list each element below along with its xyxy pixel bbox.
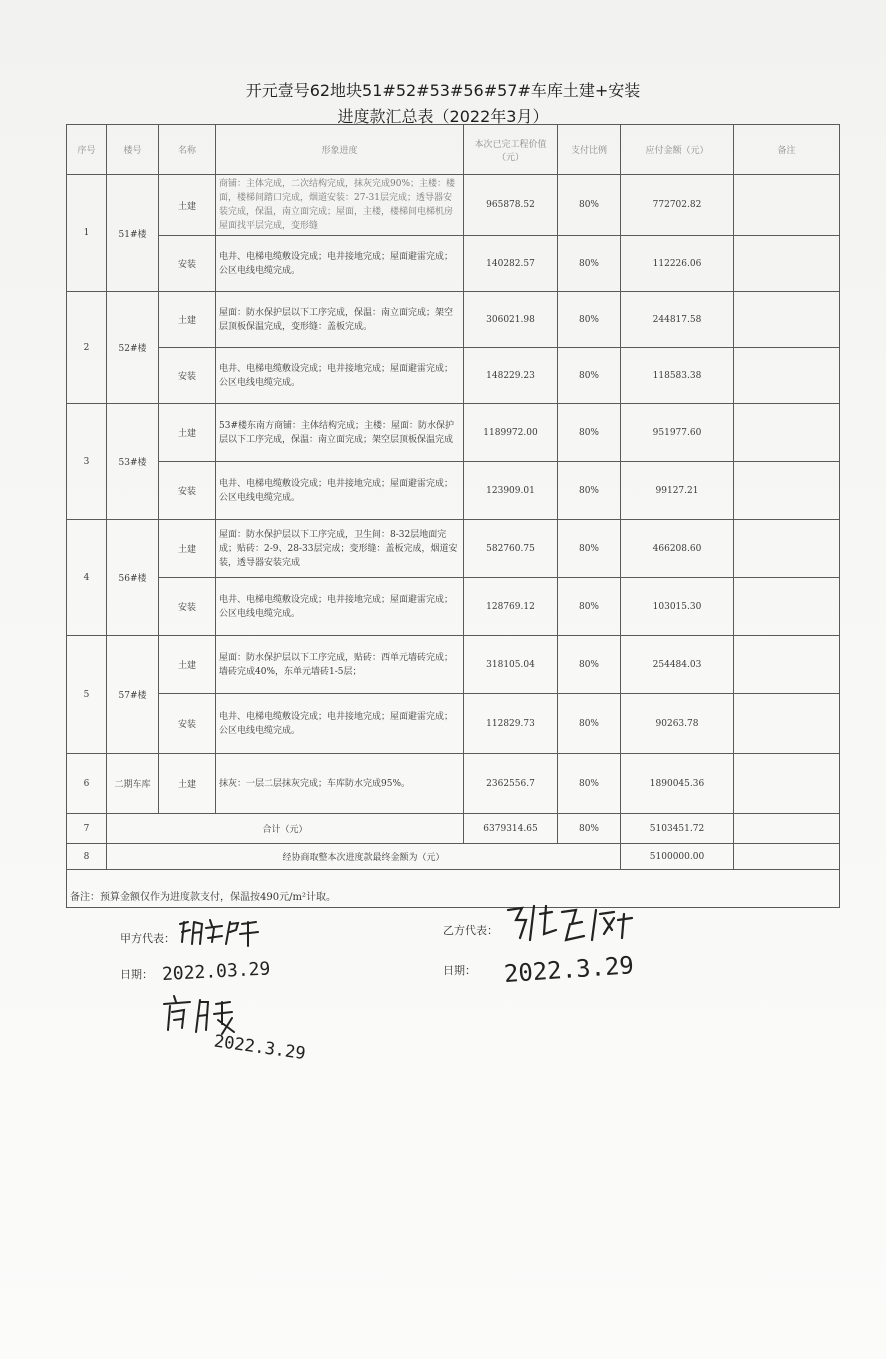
row-name: 土建 [159, 404, 216, 462]
row-name: 土建 [159, 520, 216, 578]
row-remark [734, 520, 840, 578]
row-remark [734, 754, 840, 814]
header-payable: 应付金额（元） [621, 125, 734, 175]
row-progress: 屋面：防水保护层以下工序完成，卫生间：8-32层地面完成；贴砖：2-9、28-33层完成；变形缝：盖板完成，烟道安装，透导器安装完成 [216, 520, 464, 578]
extra-signature-date [214, 1030, 324, 1070]
row-no: 3 [67, 404, 107, 520]
row-progress: 电井、电梯电缆敷设完成；电井接地完成；屋面避雷完成；公区电线电缆完成。 [216, 694, 464, 754]
row-payable: 99127.21 [621, 462, 734, 520]
row-ratio: 80% [558, 348, 621, 404]
row-ratio: 80% [558, 578, 621, 636]
row-remark [734, 694, 840, 754]
header-remark: 备注 [734, 125, 840, 175]
party-a-label: 甲方代表： [120, 932, 175, 945]
header-progress: 形象进度 [216, 125, 464, 175]
table-row [67, 754, 840, 814]
svg-text:2022.3.29: 2022.3.29 [212, 1031, 307, 1065]
party-a-date-label: 日期： [120, 968, 153, 981]
row-progress: 屋面：防水保护层以下工序完成，贴砖：西单元墙砖完成；墙砖完成40%，东单元墙砖1-5层； [216, 636, 464, 694]
row-ratio: 80% [558, 636, 621, 694]
row-remark [734, 236, 840, 292]
table-row [67, 578, 840, 636]
row-ratio: 80% [558, 175, 621, 236]
header-building: 楼号 [107, 125, 159, 175]
row-progress: 电井、电梯电缆敷设完成；电井接地完成；屋面避雷完成；公区电线电缆完成。 [216, 462, 464, 520]
row-payable: 118583.38 [621, 348, 734, 404]
row-amount: 1189972.00 [464, 404, 558, 462]
svg-text:2022.03.29: 2022.03.29 [161, 958, 271, 986]
table-header-row [67, 125, 840, 175]
row-ratio: 80% [558, 236, 621, 292]
row-payable: 772702.82 [621, 175, 734, 236]
row-payable: 254484.03 [621, 636, 734, 694]
row-amount: 582760.75 [464, 520, 558, 578]
party-b-date [504, 952, 654, 992]
row-progress: 电井、电梯电缆敷设完成；电井接地完成；屋面避雷完成；公区电线电缆完成。 [216, 348, 464, 404]
final-label: 经协商取整本次进度款最终金额为（元） [107, 844, 621, 870]
final-remark [734, 844, 840, 870]
row-payable: 112226.06 [621, 236, 734, 292]
row-name: 安装 [159, 578, 216, 636]
party-b-signature [500, 900, 640, 946]
row-ratio: 80% [558, 520, 621, 578]
progress-payment-table [66, 124, 840, 908]
table-row [67, 236, 840, 292]
total-ratio: 80% [558, 814, 621, 844]
header-no: 序号 [67, 125, 107, 175]
row-building: 53#楼 [107, 404, 159, 520]
party-a-signature [176, 914, 276, 950]
row-ratio: 80% [558, 462, 621, 520]
document-subtitle: 进度款汇总表（2022年3月） [337, 107, 549, 126]
row-ratio: 80% [558, 292, 621, 348]
row-ratio: 80% [558, 754, 621, 814]
row-building: 二期车库 [107, 754, 159, 814]
row-no: 5 [67, 636, 107, 754]
row-payable: 466208.60 [621, 520, 734, 578]
row-remark [734, 462, 840, 520]
row-remark [734, 578, 840, 636]
row-payable: 244817.58 [621, 292, 734, 348]
party-b-label: 乙方代表： [443, 924, 498, 937]
final-row [67, 844, 840, 870]
row-ratio: 80% [558, 404, 621, 462]
final-no: 8 [67, 844, 107, 870]
row-name: 安装 [159, 462, 216, 520]
row-no: 1 [67, 175, 107, 292]
svg-text:2022.3.29: 2022.3.29 [503, 951, 635, 989]
row-amount: 306021.98 [464, 292, 558, 348]
row-progress: 电井、电梯电缆敷设完成；电井接地完成；屋面避雷完成；公区电线电缆完成。 [216, 578, 464, 636]
row-progress: 53#楼东南方商铺：主体结构完成；主楼：屋面：防水保护层以下工序完成，保温：南立面完成；架空层顶板保温完成 [216, 404, 464, 462]
total-label: 合计（元） [107, 814, 464, 844]
row-building: 52#楼 [107, 292, 159, 404]
row-progress: 抹灰：一层二层抹灰完成；车库防水完成95%。 [216, 754, 464, 814]
table-row [67, 520, 840, 578]
row-remark [734, 404, 840, 462]
row-no: 4 [67, 520, 107, 636]
table-row [67, 462, 840, 520]
row-remark [734, 636, 840, 694]
table-row [67, 292, 840, 348]
row-ratio: 80% [558, 694, 621, 754]
row-amount: 2362556.7 [464, 754, 558, 814]
row-amount: 318105.04 [464, 636, 558, 694]
document-title: 开元壹号62地块51#52#53#56#57#车库土建+安装 [245, 81, 641, 100]
row-building: 56#楼 [107, 520, 159, 636]
total-remark [734, 814, 840, 844]
party-b-date-label: 日期： [443, 964, 476, 977]
row-payable: 103015.30 [621, 578, 734, 636]
total-no: 7 [67, 814, 107, 844]
row-name: 安装 [159, 694, 216, 754]
row-name: 土建 [159, 175, 216, 236]
table-row [67, 694, 840, 754]
table-row [67, 404, 840, 462]
row-no: 2 [67, 292, 107, 404]
header-ratio: 支付比例 [558, 125, 621, 175]
party-a-date [162, 958, 272, 988]
row-no: 6 [67, 754, 107, 814]
table-note: 备注：预算金额仅作为进度款支付，保温按490元/m²计取。 [70, 892, 336, 903]
row-remark [734, 348, 840, 404]
row-payable: 1890045.36 [621, 754, 734, 814]
row-progress: 屋面：防水保护层以下工序完成，保温：南立面完成；架空层顶板保温完成，变形缝：盖板完成。 [216, 292, 464, 348]
row-remark [734, 292, 840, 348]
header-name: 名称 [159, 125, 216, 175]
row-progress: 电井、电梯电缆敷设完成；电井接地完成；屋面避雷完成；公区电线电缆完成。 [216, 236, 464, 292]
row-name: 安装 [159, 236, 216, 292]
total-row [67, 814, 840, 844]
table-row [67, 175, 840, 236]
row-building: 51#楼 [107, 175, 159, 292]
row-amount: 965878.52 [464, 175, 558, 236]
row-amount: 148229.23 [464, 348, 558, 404]
row-building: 57#楼 [107, 636, 159, 754]
row-progress: 商铺：主体完成，二次结构完成，抹灰完成90%；主楼：楼面，楼梯间踏口完成，烟道安装：27-31层完成；透导器安装完成，保温，南立面完成；屋面，主楼，楼梯间电梯机房屋面找平层完成，变形缝 [216, 175, 464, 236]
row-name: 土建 [159, 636, 216, 694]
row-payable: 90263.78 [621, 694, 734, 754]
row-amount: 123909.01 [464, 462, 558, 520]
total-amount: 6379314.65 [464, 814, 558, 844]
row-payable: 951977.60 [621, 404, 734, 462]
total-payable: 5103451.72 [621, 814, 734, 844]
row-name: 土建 [159, 754, 216, 814]
row-amount: 140282.57 [464, 236, 558, 292]
header-amount: 本次已完工程价值（元） [464, 125, 558, 175]
final-payable: 5100000.00 [621, 844, 734, 870]
table-row [67, 348, 840, 404]
row-name: 安装 [159, 348, 216, 404]
table-row [67, 636, 840, 694]
row-remark [734, 175, 840, 236]
row-amount: 112829.73 [464, 694, 558, 754]
row-amount: 128769.12 [464, 578, 558, 636]
row-name: 土建 [159, 292, 216, 348]
